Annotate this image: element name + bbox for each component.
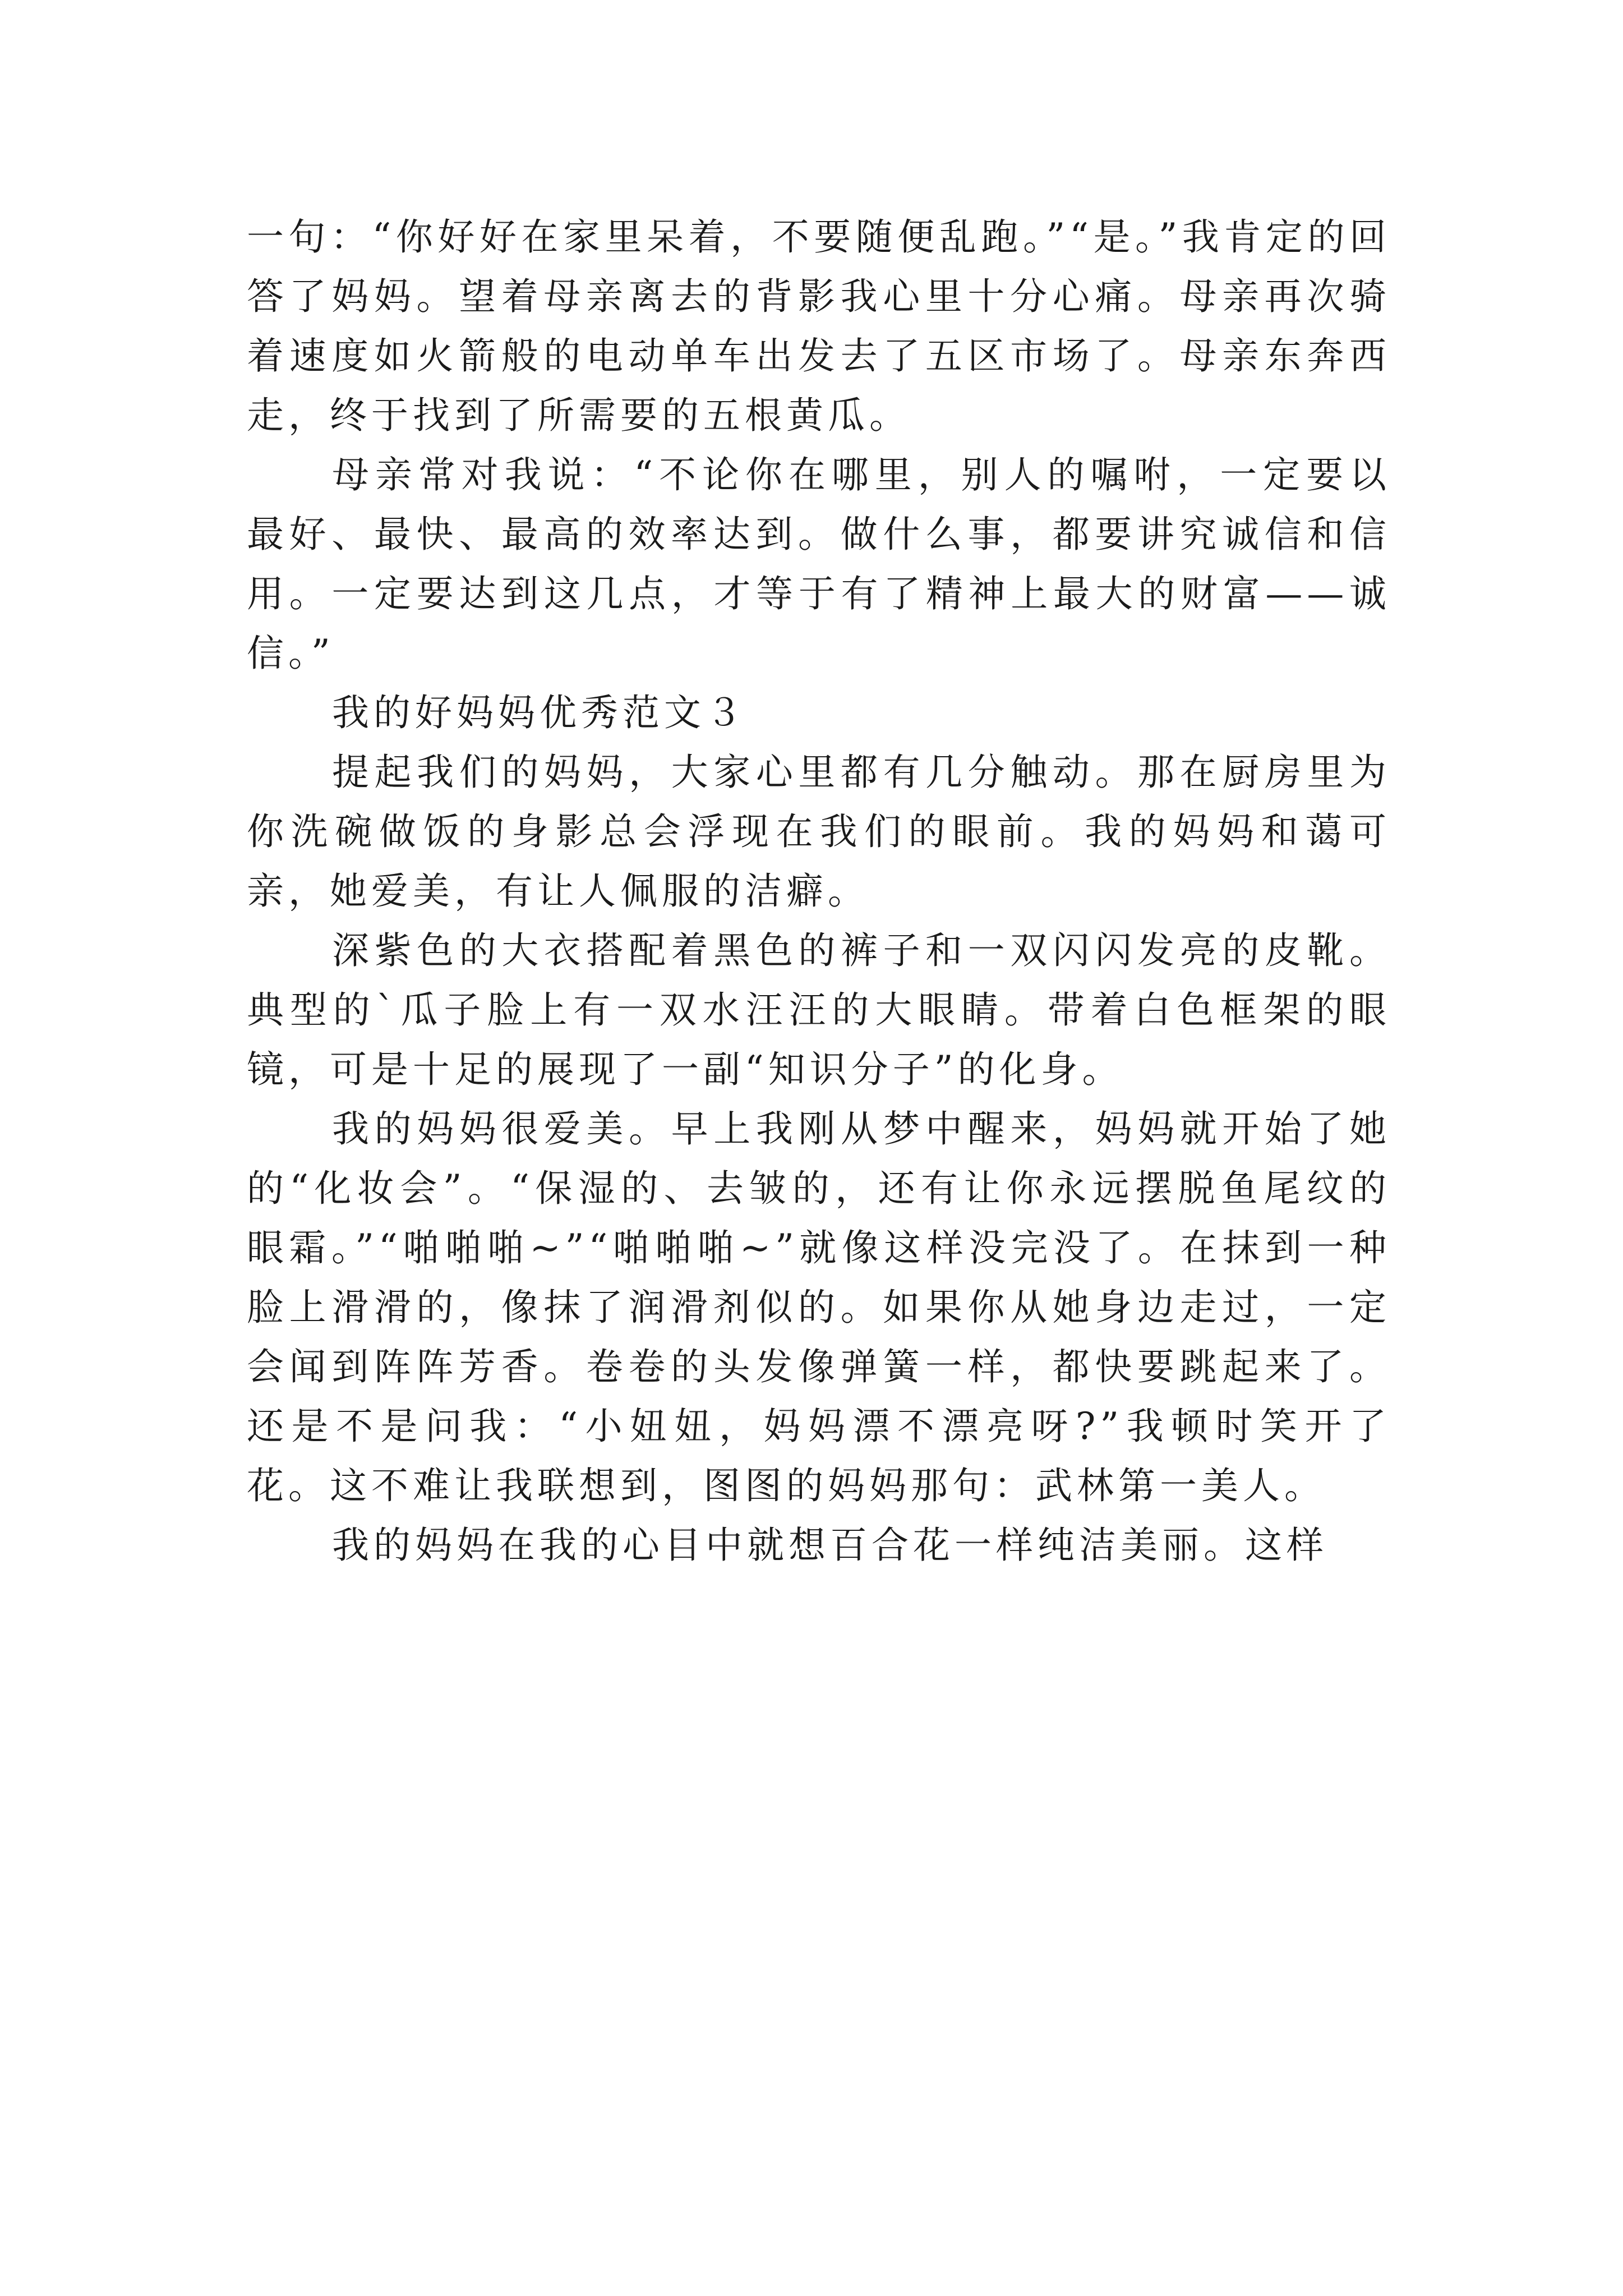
paragraph-2: 母亲常对我说：“不论你在哪里，别人的嘱咐，一定要以最好、最快、最高的效率达到。做什么事，都要讲究诚信和信用。一定要达到这几点，才等于有了精神上最大的财富——诚信。”	[247, 453, 1391, 675]
paragraph-5: 我的妈妈很爱美。早上我刚从梦中醒来，妈妈就开始了她的“化妆会”。“保湿的、去皱的，还有让你永远摆脱鱼尾纹的眼霜。”“啪啪啪~”“啪啪啪~”就像这样没完没了。在抹到一种脸上滑滑的，像抹了润滑剂似的。如果你从她身边走过，一定会闻到阵阵芳香。卷卷的头发像弹簧一样，都快要跳起来了。还是不是问我：“小妞妞，妈妈漂不漂亮呀?”我顿时笑开了花。这不难让我联想到，图图的妈妈那句：武林第一美人。	[247, 1107, 1391, 1507]
paragraph-4: 深紫色的大衣搭配着黑色的裤子和一双闪闪发亮的皮靴。典型的`瓜子脸上有一双水汪汪的大眼睛。带着白色框架的眼镜，可是十足的展现了一副“知识分子”的化身。	[247, 929, 1391, 1091]
paragraph-1: 一句：“你好好在家里呆着，不要随便乱跑。”“是。”我肯定的回答了妈妈。望着母亲离去的背影我心里十分心痛。母亲再次骑着速度如火箭般的电动单车出发去了五区市场了。母亲东奔西走，终于找到了所需要的五根黄瓜。	[247, 215, 1391, 437]
paragraph-3: 提起我们的妈妈，大家心里都有几分触动。那在厨房里为你洗碗做饭的身影总会浮现在我们的眼前。我的妈妈和蔼可亲，她爱美，有让人佩服的洁癖。	[247, 751, 1391, 913]
document-page	[247, 208, 1391, 1575]
section-heading: 我的好妈妈优秀范文３	[332, 691, 747, 734]
paragraph-6: 我的妈妈在我的心目中就想百合花一样纯洁美丽。这样	[332, 1524, 1328, 1567]
